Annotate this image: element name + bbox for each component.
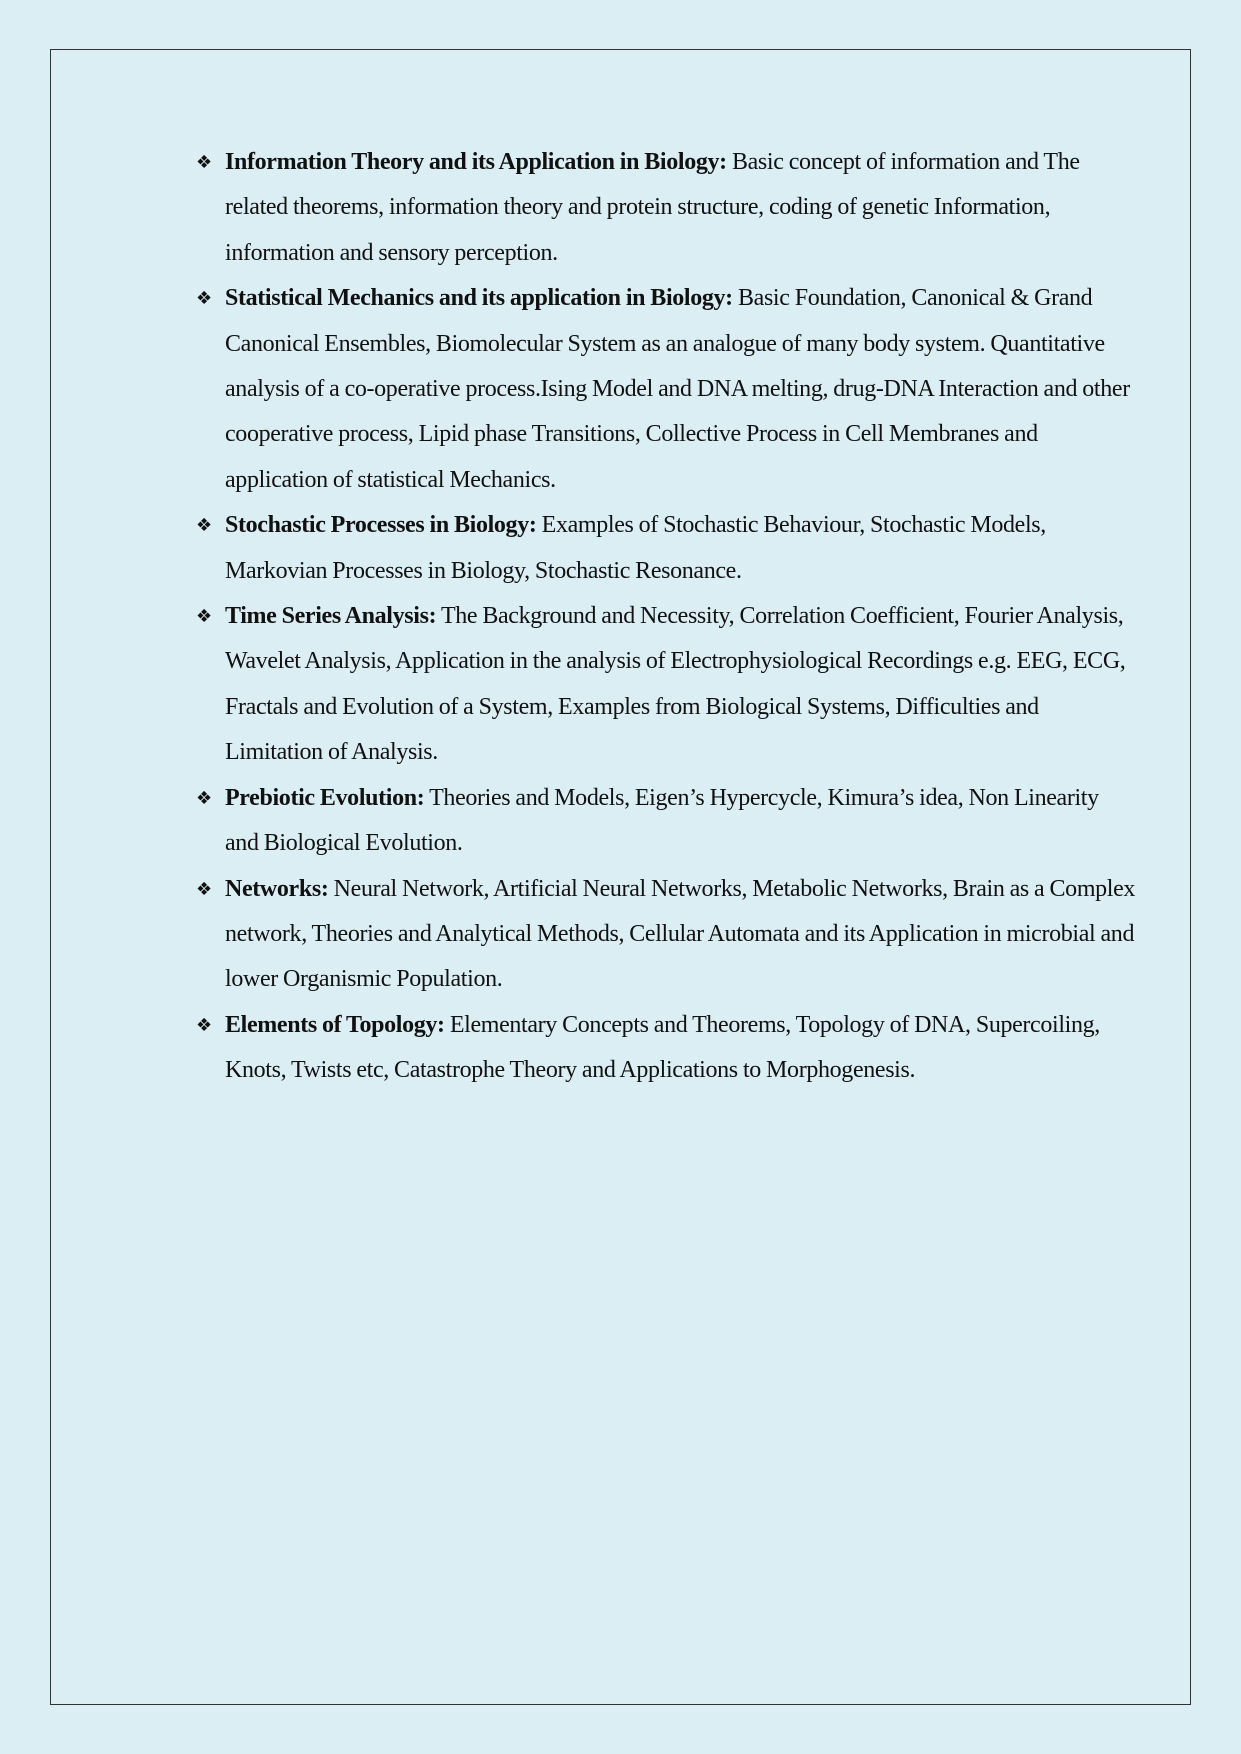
topic-prebiotic-evolution xyxy=(196,776,1136,867)
topic-title: Time Series Analysis: xyxy=(225,603,437,630)
topic-title: Information Theory and its Application in Biology: xyxy=(225,149,727,175)
topic-title: Statistical Mechanics and its application in Biology: xyxy=(225,285,733,312)
diamond-bullet-icon: ❖ xyxy=(196,878,212,900)
topic-text: Examples of Stochastic Behaviour, Stochastic Models, Markovian Processes in Biology, Stochastic Resonance. xyxy=(225,512,1046,584)
topic-stochastic-processes xyxy=(196,503,1136,594)
diamond-bullet-icon: ❖ xyxy=(196,787,212,809)
topic-statistical-mechanics xyxy=(196,276,1136,503)
topic-information-theory xyxy=(196,140,1136,276)
topic-text: Elementary Concepts and Theorems, Topology of DNA, Supercoiling, Knots, Twists etc, Catastrophe Theory and Applications to Morphogenesis. xyxy=(225,1011,1100,1084)
topic-time-series-analysis xyxy=(196,594,1136,776)
topic-text: Neural Network, Artificial Neural Networks, Metabolic Networks, Brain as a Complex network, Theories and Analytical Methods, Cellular Automata and its Application in microbial and lower Organismic Population. xyxy=(225,875,1136,993)
topic-list xyxy=(196,140,1136,1094)
topic-text: Theories and Models, Eigen’s Hypercycle, Kimura’s idea, Non Linearity and Biological Evolution. xyxy=(225,784,1099,857)
topic-text: Basic concept of information and The related theorems, information theory and protein structure, coding of genetic Information, information and sensory perception. xyxy=(225,149,1080,266)
topic-networks xyxy=(196,867,1136,1003)
diamond-bullet-icon: ❖ xyxy=(196,288,212,310)
diamond-bullet-icon: ❖ xyxy=(196,515,212,537)
diamond-bullet-icon: ❖ xyxy=(196,606,212,628)
topic-text: The Background and Necessity, Correlation Coefficient, Fourier Analysis, Wavelet Analysis, Application in the analysis of Electrophysiological Recordings e.g. EEG, ECG, Fractals and Evolution of a System, Examples from Biological Systems, Difficulties and Limitation of Analysis. xyxy=(225,603,1126,766)
topic-title: Stochastic Processes in Biology: xyxy=(225,512,537,539)
topic-title: Prebiotic Evolution: xyxy=(225,784,425,811)
diamond-bullet-icon: ❖ xyxy=(196,152,212,173)
diamond-bullet-icon: ❖ xyxy=(196,1014,212,1036)
topic-elements-of-topology xyxy=(196,1003,1136,1094)
topic-title: Elements of Topology: xyxy=(225,1011,445,1038)
topic-title: Networks: xyxy=(225,875,329,902)
topic-text: Basic Foundation, Canonical & Grand Canonical Ensembles, Biomolecular System as an analogue of many body system. Quantitative analysis of a co-operative process.Ising Model and DNA melting, drug-DNA Interaction and other cooperative process, Lipid phase Transitions, Collective Process in Cell Membranes and application of statistical Mechanics. xyxy=(225,285,1130,493)
